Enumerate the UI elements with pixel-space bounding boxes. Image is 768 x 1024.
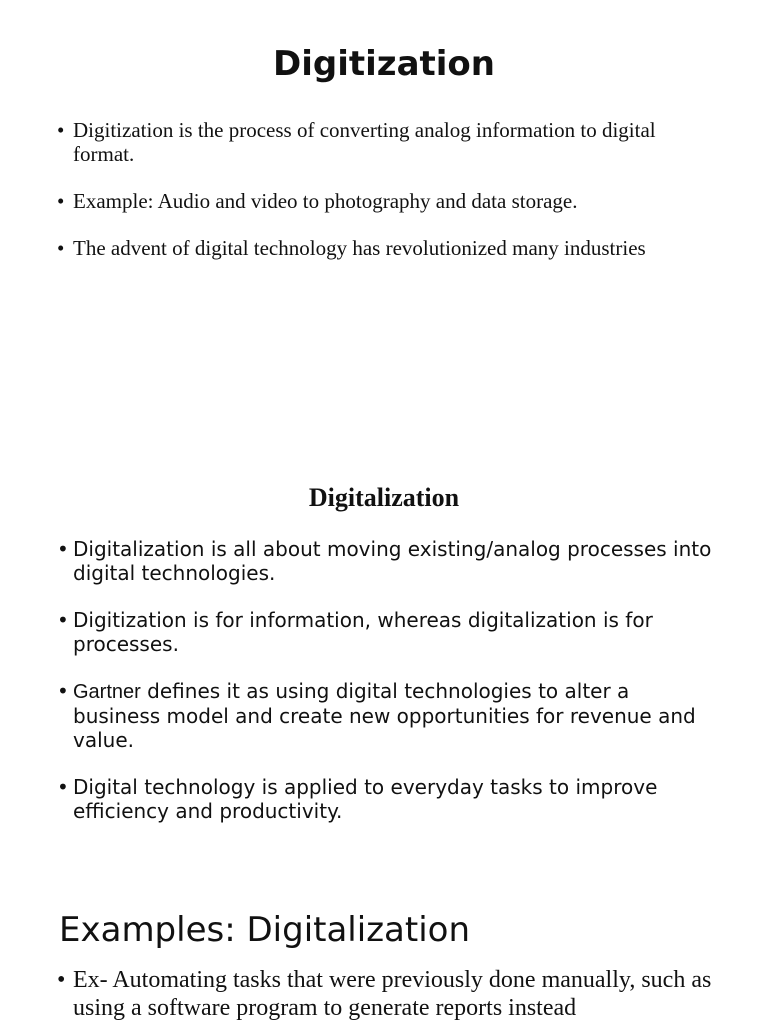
bullet-text: Example: Audio and video to photography and data storage. <box>73 189 578 213</box>
digitization-bullet-list <box>57 118 717 283</box>
bullet-text: Digitization is for information, whereas digitalization is for processes. <box>73 608 653 656</box>
examples-bullet-list <box>57 966 717 1022</box>
bullet-text: Digitalization is all about moving existing/analog processes into digital technologies. <box>73 537 712 585</box>
bullet-icon: • <box>57 608 69 632</box>
gartner-term: Gartner <box>73 681 141 703</box>
list-item <box>57 118 717 166</box>
list-item <box>57 236 717 260</box>
bullet-icon: • <box>57 236 65 260</box>
bullet-text: The advent of digital technology has revolutionized many industries <box>73 236 646 260</box>
list-item <box>57 966 717 1022</box>
bullet-text: Digital technology is applied to everyday tasks to improve efficiency and productivity. <box>73 775 658 823</box>
digitalization-bullet-list <box>57 537 717 846</box>
bullet-icon: • <box>57 118 65 142</box>
section-title-digitalization: Digitalization <box>308 483 460 512</box>
section-title-digitization: Digitization <box>273 44 495 84</box>
bullet-icon: • <box>57 537 69 561</box>
section-title-examples: Examples: Digitalization <box>59 910 471 950</box>
list-item <box>57 189 717 213</box>
list-item <box>57 679 717 752</box>
bullet-icon: • <box>57 967 66 993</box>
bullet-icon: • <box>57 679 69 703</box>
bullet-icon: • <box>57 189 65 213</box>
list-item <box>57 537 717 585</box>
list-item <box>57 775 717 823</box>
list-item <box>57 608 717 656</box>
bullet-text: defines it as using digital technologies to alter a business model and create new opportunities for revenue and value. <box>73 679 696 752</box>
bullet-text: Ex- Automating tasks that were previously done manually, such as using a software program to generate reports instead <box>73 967 712 1021</box>
bullet-icon: • <box>57 775 69 799</box>
bullet-text: Digitization is the process of converting analog information to digital format. <box>73 118 656 166</box>
